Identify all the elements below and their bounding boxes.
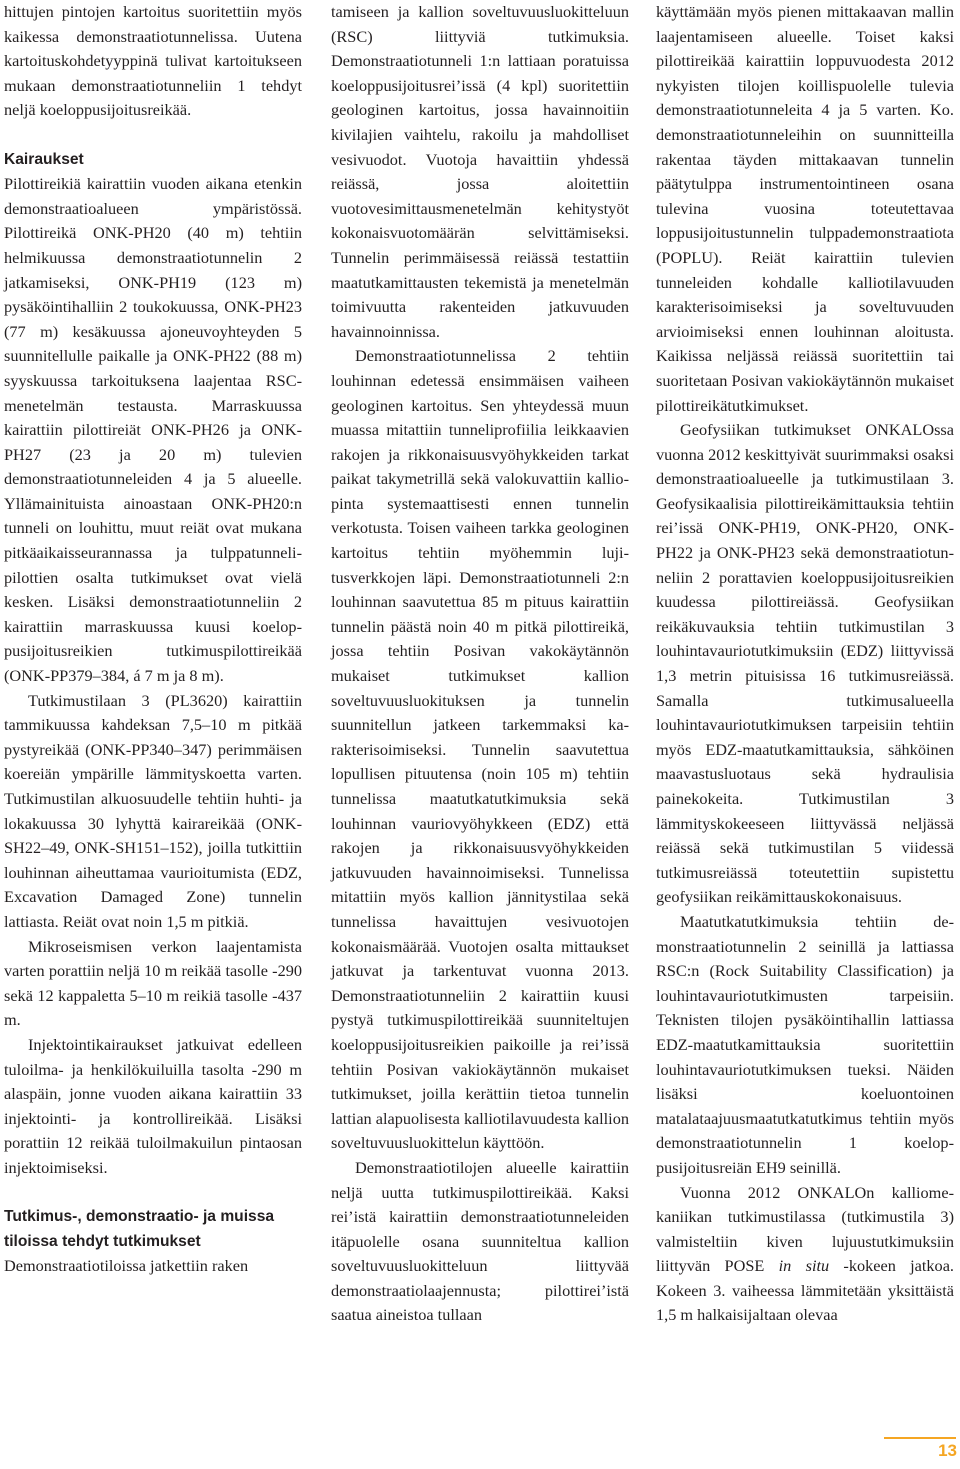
footer-accent-line [884,1437,956,1439]
paragraph: Geofysiikan tutkimukset ONKALOssa vuonna 2012 keskittyivät suurimmaksi osaksi demonstraatioalueelle ja tutkimustilaan 3. Geofysikaalisia pilottireikämittauksia tehtiin rei’issä ONK-PH19, ONK-PH20, ONK-PH22 ja ONK-PH23 sekä demonstraatiotunneliin 2 porattavien koeloppusijoitusreikien kuudessa pilottireiässä. Geofysiikan reikäkuvauksia tehtiin tutkimustilan 3 louhintavauriotutkimuksiin (EDZ) liittyvissä 1,3 metrin pituisissa 16 tutkimusreiässä. Samalla tutkimusalueella louhintavauriotutkimuksen tarpeisiin tehtiin myös EDZ-maatutkamittauksia, sähköinen maavastusluotaus sekä hydraulisia painekokeita. Tutkimustilan 3 lämmityskokeeseen liittyvässä neljässä reiässä sekä tutkimustilan 5 viidessä tutkimusreiässä toteutettiin supistettu geofysiikan reikämittauskokonaisuus. [656,420,954,907]
paragraph: Mikroseismisen verkon laajentamista varten porattiin neljä 10 m reikää tasolle -290 sekä 12 kappaletta 5–10 m reikiä tasolle -437 m. [4,936,302,1030]
paragraph: tamiseen ja kallion soveltuvuusluokitteluun (RSC) liittyviä tutkimuksia. Demonstraatiotunneli 1:n lattiaan poratuissa koeloppusijoitusrei’issä (4 kpl) suoritettiin geologinen kartoitus, jossa havainnoitiin kivilajien vaihtelu, rakoilu ja mahdolliset vesivuodot. Vuotoja havaittiin yhdessä reiässä, jossa aloitettiin vuotovesimittausmenetelmän kehitystyöt kokonaisvuotomäärän selvittämiseksi. Tunnelin perimmäisessä reiässä testattiin maatutkamittausten tekemistä ja menetelmän toimivuutta rakenteiden jatkuvuuden havainnoinnissa. [331,2,629,341]
paragraph [656,1181,954,1329]
heading-tutkimukset: Tutkimus-, demonstraatio- ja muissa tiloissa tehdyt tutkimukset [4,1208,275,1250]
text-column-1 [4,0,302,1279]
text-column-2 [331,0,629,1328]
paragraph: hittujen pintojen kartoitus suoritettiin myös kaikessa demonstraatiotunnelissa. Uutena kartoituskohdetyyppinä tulivat kartoitukseen mukaan demonstraatiotunneliin 1 tehdyt neljä koeloppusijoitusreikää. [4,2,302,120]
heading-kairaukset: Kairaukset [4,150,84,168]
page-number: 13 [938,1441,957,1460]
text-run: Vuonna 2012 ONKALOn kalliomekaniikan tutkimustilassa (tutkimustila 3) valmisteltiin kiven lujuustutkimuksiin liittyvän POSE [656,1182,954,1276]
paragraph: Tutkimustilaan 3 (PL3620) kairattiin tammikuussa kahdeksan 7,5–10 m pitkää pystyreikää (ONK-PP340–347) perimmäisen koereiän ympärille lämmityskoetta varten. Tutkimustilan alkuosuudelle tehtiin huhti- ja lokakuussa 30 lyhyttä kairareikää (ONK-SH22–49, ONK-SH151–152), joilla tutkittiin louhinnan aiheuttamaa vaurioitumista (EDZ, Excavation Damaged Zone) tunnelin lattiasta. Reiät ovat noin 1,5 m pitkiä. [4,690,302,931]
paragraph: Demonstraatiotilojen alueelle kairattiin neljä uutta tutkimuspilottireikää. Kaksi rei’istä kairattiin demonstraatiotunneleiden itäpuolelle osana suunniteltua kallion soveltuvuusluokitteluun liittyvää demonstraatiolaajennusta; pilottirei’istä saatua aineistoa tullaan [331,1157,629,1325]
text-column-3 [656,0,954,1328]
paragraph: Pilottireikiä kairattiin vuoden aikana etenkin demonstraatioalueen ympäristössä. Pilottireikä ONK-PH20 (40 m) tehtiin helmikuussa demonstraatiotunnelin 2 jatkamiseksi, ONK-PH19 (123 m) pysäköintihalliin 2 toukokuussa, ONK-PH23 (77 m) kesäkuussa ajoneuvoyhteyden 5 suunnitellulle paikalle ja ONK-PH22 (88 m) syyskuussa tarkoituksena laajentaa RSC-menetelmän testausta. Marraskuussa kairattiin pilottireiät ONK-PH26 ja ONK-PH27 (23 ja 20 m) tulevien demonstraatiotunneleiden 4 ja 5 alueelle. Yllämainituista ainoastaan ONK-PH20:n tunneli on louhittu, muut reiät ovat mukana pitkäaikaisseurannassa ja tulppatunnelipilottien osalta tutkimukset ovat vielä kesken. Lisäksi demonstraatiotunneliin 2 kairattiin marraskuussa kuusi koeloppusijoitusreikien tutkimuspilottireikää (ONK-PP379–384, á 7 m ja 8 m). [4,174,302,686]
paragraph: Injektointikairaukset jatkuivat edelleen tuloilma- ja henkilökuiluilla tasolta -290 m alaspäin, jonne vuoden aikana kairattiin 33 injektointi- ja kontrollireikää. Lisäksi porattiin 12 reikää tuloilmakuilun pintaosan injektoimiseksi. [4,1034,302,1177]
paragraph: Maatutkatutkimuksia tehtiin demonstraatiotunnelin 2 seinillä ja lattiassa RSC:n (Rock Suitability Classification) ja louhintavauriotutkimusten tarpeisiin. Teknisten tilojen pysäköintihallin lattiassa EDZ-maatutkamittauksia suoritettiin louhintavauriotutkimuksen tueksi. Näiden lisäksi koeluontoinen matalataajuusmaatutkatutkimus tehtiin myös demonstraatiotunnelin 1 koeloppusijoitusreiän EH9 seinillä. [656,911,954,1177]
text-run: -kokeen jatkoa. Kokeen 3. vaiheessa lämmitetään yksittäistä 1,5 m halkaisijaltaan olevaa [656,1256,954,1325]
italic-term: in situ [778,1256,830,1276]
paragraph: käyttämään myös pienen mittakaavan mallin laajentamiseen alueelle. Toiset kaksi pilottireikää kairattiin loppuvuodesta 2012 nykyisten tilojen koillispuolelle tulevia demonstraatiotunneleita 4 ja 5 varten. Ko. demonstraatiotunneleihin on suunnitteilla rakentaa täyden mittakaavan tunnelin päätytulppa instrumentointineen osana tulevina vuosina toteutettavaa loppusijoitustunnelin tulppademonstraatiota (POPLU). Reiät kairattiin tulevien tunneleiden kohdalle kalliotilavuuden karakterisoimiseksi ja soveltuvuuden arvioimiseksi ennen louhinnan aloitusta. Kaikissa neljässä reiässä suoritettiin tai suoritetaan Posivan vakiokäytännön mukaiset pilottireikätutkimukset. [656,2,954,415]
paragraph: Demonstraatiotiloissa jatkettiin raken [4,1256,249,1276]
paragraph: Demonstraatiotunnelissa 2 tehtiin louhinnan edetessä ensimmäisen vaiheen geologinen kartoitus. Sen yhteydessä muun muassa mitattiin tunneliprofiilia leikkaavien rakojen ja rikkonaisuusvyöhykkeiden tarkat paikat takymetrillä sekä valokuvattiin kalliopinta systemaattisesti ennen tunnelin verkotusta. Toisen vaiheen tarkka geologinen kartoitus tehtiin myöhemmin lujitusverkkojen läpi. Demonstraatiotunneli 2:n louhinnan saavutettua 85 m pituus kairattiin tunnelin päästä noin 40 m pitkä pilottireikä, jossa tehtiin Posivan vakokäytännön mukaiset tutkimukset kallion soveltuvuusluokituksen ja tunnelin suunnitellun jatkeen tarkemmaksi karakterisoimiseksi. Tunnelin saavutettua lopullisen pituutensa (noin 105 m) tehtiin tunnelissa maatutkatutkimuksia sekä louhinnan vauriovyöhykkeen (EDZ) että rakojen ja rikkonaisuusvyöhykkeiden jatkuvuuden havainnoimiseksi. Tunnelissa mitattiin myös kallion jännitystilaa sekä tunnelissa havaittujen vesivuotojen kokonaismäärää. Vuotojen osalta mittaukset jatkuvat ja tarkentuvat vuonna 2013. Demonstraatiotunneliin 2 kairattiin kuusi pystyä tutkimuspilottireikää suunniteltujen koeloppusijoitusreikien paikoille ja rei’issä tehtiin Posivan vakiokäytännön mukaiset tutkimukset, joilla kerättiin tietoa tunnelin lattian alapuolisesta kalliotilavuudesta kallion soveltuvuusluokittelun käyttöön. [331,346,629,1153]
